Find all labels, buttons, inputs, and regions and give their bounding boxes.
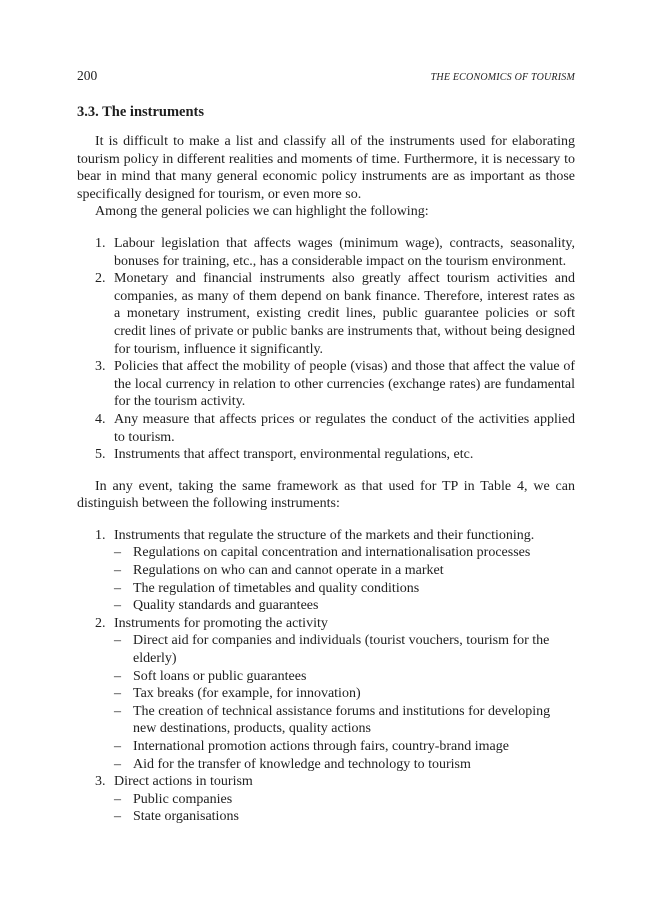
page-number: 200 (77, 68, 98, 83)
policy-text: Labour legislation that affects wages (minimum wage), contracts, seasonality, bonuses for training, etc., has a considerable impact on the tourism environment. (114, 235, 575, 269)
instrument-subitem-text: International promotion actions through fairs, country-brand image (133, 739, 509, 754)
instrument-subitem-text: Quality standards and guarantees (133, 598, 319, 614)
instrument-subitem-text: Regulations on capital concentration and internationalisation processes (133, 545, 531, 561)
instrument-sublist (114, 544, 575, 614)
instrument-subitem-text: Tax breaks (for example, for innovation) (133, 686, 361, 702)
instrument-group-title: Instruments that regulate the structure of the markets and their functioning. (114, 527, 535, 543)
book-page (77, 68, 575, 826)
dash-bullet: – (114, 703, 121, 719)
policy-number: 1. (95, 235, 106, 251)
framework-paragraph: In any event, taking the same framework as that used for TP in Table 4, we can distinguish between the following instruments: (77, 478, 575, 512)
policy-number: 3. (95, 359, 106, 375)
intro-paragraph: It is difficult to make a list and classify all of the instruments used for elaborating tourism policy in different realities and moments of time. Furthermore, it is necessary to bear in mind that many general economic policy instruments are as important as those specifically designed for tourism, or even more so. (77, 134, 575, 202)
dash-bullet: – (114, 739, 121, 754)
instrument-group (77, 773, 575, 826)
instrument-group-number: 1. (95, 527, 106, 543)
policy-number: 2. (95, 271, 106, 287)
section-title: 3.3. The instruments (77, 104, 205, 120)
instrument-subitem-text: State organisations (133, 809, 239, 825)
dash-bullet: – (114, 668, 121, 684)
instrument-group (77, 615, 575, 773)
dash-bullet: – (114, 686, 121, 702)
instrument-subitem-text: The regulation of timetables and quality conditions (133, 580, 420, 596)
instrument-group-title: Instruments for promoting the activity (114, 615, 328, 631)
instrument-group-number: 2. (95, 615, 106, 631)
policy-text: Any measure that affects prices or regulates the conduct of the activities applied to tourism. (114, 411, 575, 445)
instrument-subitem (114, 808, 575, 826)
general-policies-list (77, 235, 575, 464)
instrument-subitem-text: Regulations on who can and cannot operate in a market (133, 563, 444, 579)
dash-bullet: – (114, 545, 121, 561)
instrument-subitem-text: Public companies (133, 791, 233, 807)
policy-text: Monetary and financial instruments also greatly affect tourism activities and companies, as many of them depend on bank finance. Therefore, interest rates as a monetary instrument, existing credit lines, public guarantee policies or soft credit lines of private or public banks are instruments that, without being designed for tourism, influence it significantly. (114, 271, 575, 357)
instrument-subitem-text: Direct aid for companies and individuals (tourist vouchers, tourism for the elderly) (133, 633, 550, 667)
instrument-subitem (114, 632, 575, 667)
instrument-subitem (114, 544, 575, 562)
book-title: THE ECONOMICS OF TOURISM (430, 72, 575, 83)
instrument-subitem (114, 756, 575, 774)
policy-item (77, 358, 575, 411)
dash-bullet: – (114, 756, 121, 772)
policy-text: Instruments that affect transport, environmental regulations, etc. (114, 447, 474, 463)
policy-number: 5. (95, 447, 106, 463)
instrument-subitem-text: Soft loans or public guarantees (133, 668, 307, 684)
policy-item (77, 235, 575, 270)
instrument-group-title: Direct actions in tourism (114, 774, 253, 790)
dash-bullet: – (114, 580, 121, 596)
dash-bullet: – (114, 598, 121, 614)
instrument-subitem (114, 791, 575, 809)
instrument-subitem (114, 597, 575, 615)
general-policies-intro: Among the general policies we can highlight the following: (95, 204, 429, 220)
policy-item (77, 411, 575, 446)
instrument-subitem (114, 562, 575, 580)
instrument-sublist (114, 791, 575, 826)
dash-bullet: – (114, 809, 121, 825)
instrument-subitem (114, 738, 575, 756)
policy-number: 4. (95, 411, 106, 427)
instrument-groups-list (77, 527, 575, 826)
instrument-group (77, 527, 575, 615)
dash-bullet: – (114, 633, 121, 649)
dash-bullet: – (114, 563, 121, 579)
policy-text: Policies that affect the mobility of people (visas) and those that affect the value of the local currency in relation to other currencies (exchange rates) are fundamental for the tourism activity. (114, 359, 575, 410)
instrument-subitem-text: Aid for the transfer of knowledge and technology to tourism (133, 756, 471, 772)
policy-item (77, 446, 575, 464)
instrument-subitem (114, 580, 575, 598)
instrument-subitem (114, 668, 575, 686)
instrument-subitem-text: The creation of technical assistance forums and institutions for developing new destinations, products, quality actions (133, 703, 551, 737)
dash-bullet: – (114, 791, 121, 807)
instrument-subitem (114, 703, 575, 738)
instrument-group-number: 3. (95, 774, 106, 790)
policy-item (77, 270, 575, 358)
running-head (77, 68, 575, 90)
instrument-subitem (114, 685, 575, 703)
instrument-sublist (114, 632, 575, 773)
